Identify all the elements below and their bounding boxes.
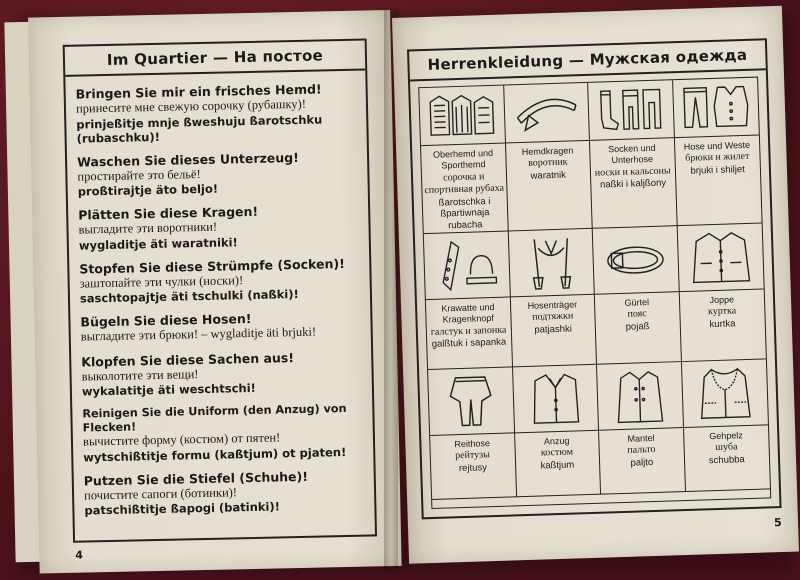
clothing-label: Gehpelz шуба schubba [684, 425, 770, 492]
coat-icon [597, 362, 684, 431]
phrase-item [77, 148, 360, 198]
clothing-grid [418, 77, 771, 509]
phrase-item [79, 255, 362, 305]
phrase-item [81, 348, 364, 398]
phrase-item [80, 309, 363, 345]
phrase-german: Bügeln Sie diese Hosen! [80, 311, 252, 330]
fur-coat-icon [681, 359, 768, 428]
left-page-frame [63, 38, 377, 542]
belt-icon [593, 226, 680, 295]
phrase-russian: выгладите эти брюки! – wygladitje äti brjuki! [80, 324, 317, 344]
phrase-russian: вычистите форму (костюм) от пятен! [82, 430, 281, 449]
jacket-icon [677, 223, 764, 292]
phrase-russian: принесите мне свежую сорочку (рубашку)! [75, 97, 307, 116]
phrase-german: Bringen Sie mir ein frisches Hemd! [75, 81, 322, 102]
clothing-label: Anzug костюм kaßtjum [515, 431, 601, 498]
phrase-german: Stopfen Sie diese Strümpfe (Socken)! [79, 255, 345, 277]
suspenders-icon [508, 229, 595, 298]
phrase-transliteration: saschtopajtje äti tschulki (naßki)! [79, 287, 299, 306]
phrase-transliteration: wytschißtitje formu (kaßtjum) ot pjaten! [83, 444, 347, 465]
clothing-label: Hemdkragen воротник waratnik [505, 141, 592, 232]
phrase-russian: выколотите эти вещи! [81, 366, 199, 384]
riding-breeches-icon [428, 367, 515, 436]
right-page-frame [407, 38, 782, 519]
clothing-label: Oberhemd und Sporthemd сорочка и спортивная рубаха ßarotschka i ßpartiwnaja rubacha [421, 143, 508, 234]
phrase-item [76, 81, 359, 145]
phrase-russian: выгладите эти воротники! [78, 219, 218, 237]
socks-icon [588, 80, 674, 141]
right-page-header: Herrenkleidung — Мужская одежда [409, 40, 766, 81]
right-page [392, 6, 799, 564]
phrase-item [84, 467, 367, 517]
phrase-russian: почистите сапоги (ботинки)! [83, 485, 238, 503]
clothing-label: Hosenträger подтяжки patjashki [510, 295, 597, 368]
clothing-label: Socken und Unterhose носки и кальсоны naßki i kaljßony [590, 138, 677, 229]
phrase-transliteration: patschißtitje ßapogi (batinki)! [84, 499, 281, 518]
left-page-header: Im Quartier — На постое [65, 41, 366, 77]
clothing-label: Reithose рейтузы rejtusy [430, 433, 516, 500]
shirt-icon [419, 86, 505, 147]
collar-icon [504, 83, 590, 144]
phrase-transliteration: prinjeßitje mnje ßweshuju ßarotschku (rubaschku)! [76, 111, 323, 146]
phrase-item [82, 402, 365, 464]
phrase-russian: простирайте это бельё! [77, 166, 201, 184]
phrase-transliteration: wykalatitje äti weschtschi! [81, 380, 256, 399]
clothing-label: Joppe куртка kurtka [679, 289, 766, 362]
phrase-german: Putzen Sie die Stiefel (Schuhe)! [83, 468, 309, 489]
left-page [28, 10, 402, 573]
page-number-right: 5 [773, 516, 782, 530]
trousers-vest-icon [673, 78, 759, 139]
clothing-label: Mantel пальто paljto [599, 428, 685, 495]
tie-icon [424, 231, 511, 300]
clothing-label: Hose und Weste брюки и жилет brjuki i shiljet [674, 136, 761, 227]
phrase-transliteration: proßtirajtje äto beljo! [77, 181, 219, 199]
phrase-transliteration: wygladitje äti waratniki! [78, 234, 238, 253]
phrase-russian: заштопайте эти чулки (носки)! [79, 272, 244, 291]
phrase-german: Klopfen Sie diese Sachen aus! [81, 349, 295, 370]
phrase-german: Waschen Sie dieses Unterzeug! [76, 149, 299, 170]
phrase-item [78, 202, 361, 252]
phrase-german: Plätten Sie diese Kragen! [78, 203, 259, 223]
clothing-label: Krawatte und Kragenknopf галстук и запонка galßtuk i sapanka [426, 297, 513, 370]
clothing-label: Gürtel пояс pojaß [595, 292, 682, 365]
phrase-german: Reinigen Sie die Uniform (den Anzug) von Flecken! [82, 402, 347, 435]
page-number-left: 4 [75, 548, 84, 562]
suit-icon [513, 365, 600, 434]
phrase-list [76, 81, 367, 527]
